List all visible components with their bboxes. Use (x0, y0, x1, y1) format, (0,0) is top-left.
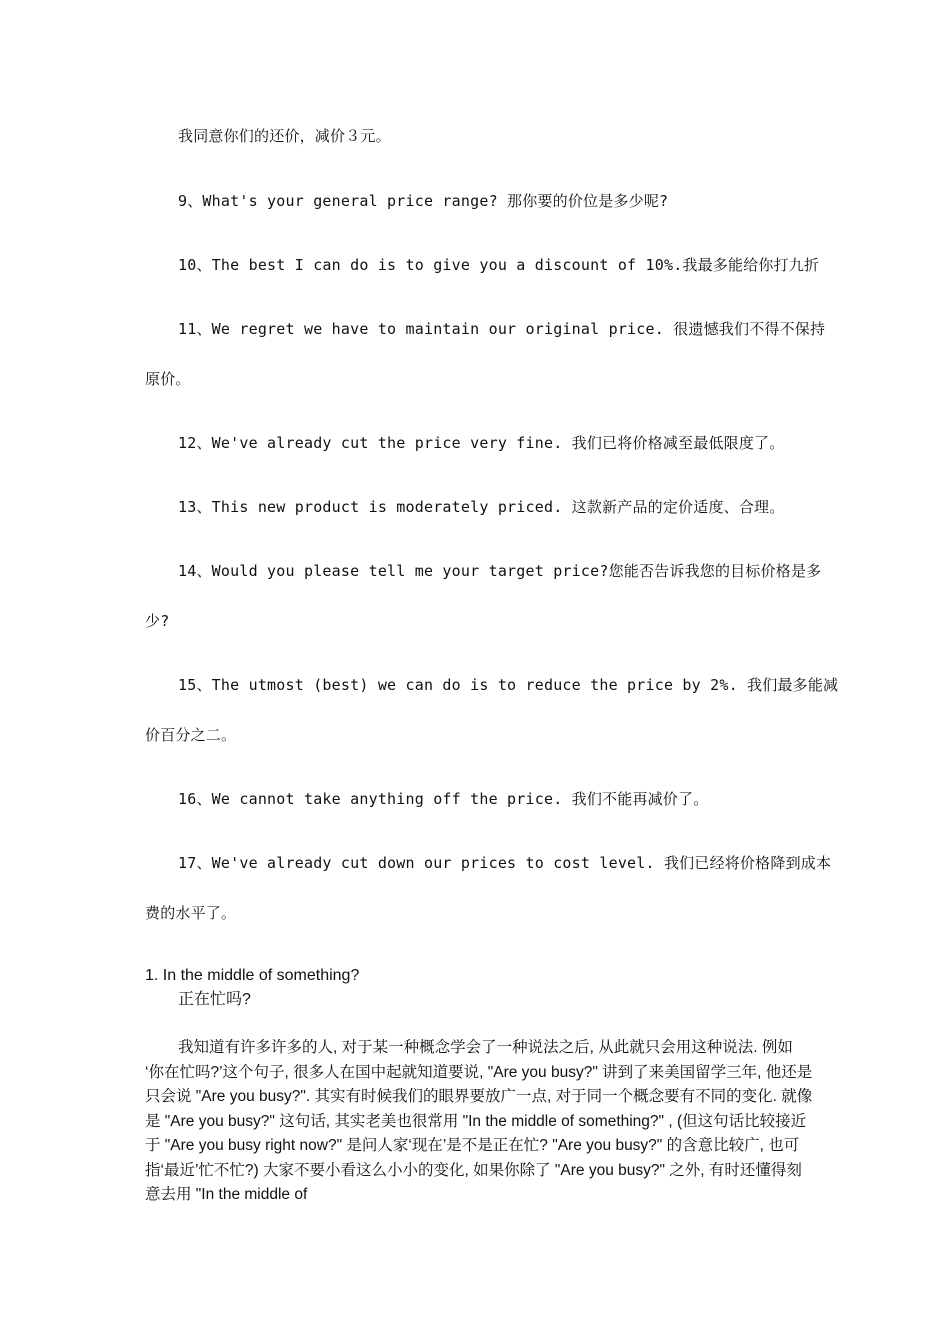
section-subheading: 正在忙吗? (178, 991, 251, 1008)
text-line: 费的水平了。 (145, 904, 237, 922)
text-line: 我同意你们的还价，减价３元。 (178, 127, 391, 145)
text-line: 15、The utmost (best) we can do is to reduce the price by 2%. 我们最多能减 (178, 676, 839, 694)
text-line: 11、We regret we have to maintain our original price. 很遗憾我们不得不保持 (178, 320, 826, 338)
text-line: 14、Would you please tell me your target price?您能否告诉我您的目标价格是多 (178, 562, 822, 580)
text-line: 13、This new product is moderately priced. 这款新产品的定价适度、合理。 (178, 498, 785, 516)
text-line: 17、We've already cut down our prices to cost level. 我们已经将价格降到成本 (178, 854, 832, 872)
text-line: 12、We've already cut the price very fine. 我们已将价格减至最低限度了。 (178, 434, 785, 452)
body-paragraph: 我知道有许多许多的人, 对于某一种概念学会了一种说法之后, 从此就只会用这种说法. 例如 ‘你在忙吗?’这个句子, 很多人在国中起就知道要说, "Are you busy?" 讲到了来美国留学三年, 他还是只会说 "Are you busy?". 其实有时候我们的眼界要放广一点, 对于同一个概念要有不同的变化. 就像是 "Are you busy?" 这句话, 其实老美也很常用 "In the middle of something?" , (但这句话比较接近于 "Are you busy right now?" 是问人家‘现在’是不是正在忙? "Are you busy?" 的含意比较广, 也可指‘最近’忙不忙?) 大家不要小看这么小小的变化, 如果你除了 "Are you busy?" 之外, 有时还懂得刻意去用 "In the middle of (145, 1039, 813, 1203)
text-line: 少? (145, 612, 170, 630)
text-line: 9、What's your general price range? 那你要的价位是多少呢? (178, 192, 669, 210)
section-heading: 1. In the middle of something? (145, 967, 360, 984)
text-line: 10、The best I can do is to give you a discount of 10%.我最多能给你打九折 (178, 256, 820, 274)
text-line: 原价。 (145, 370, 191, 388)
text-line: 价百分之二。 (145, 726, 237, 744)
text-line: 16、We cannot take anything off the price. 我们不能再减价了。 (178, 790, 709, 808)
